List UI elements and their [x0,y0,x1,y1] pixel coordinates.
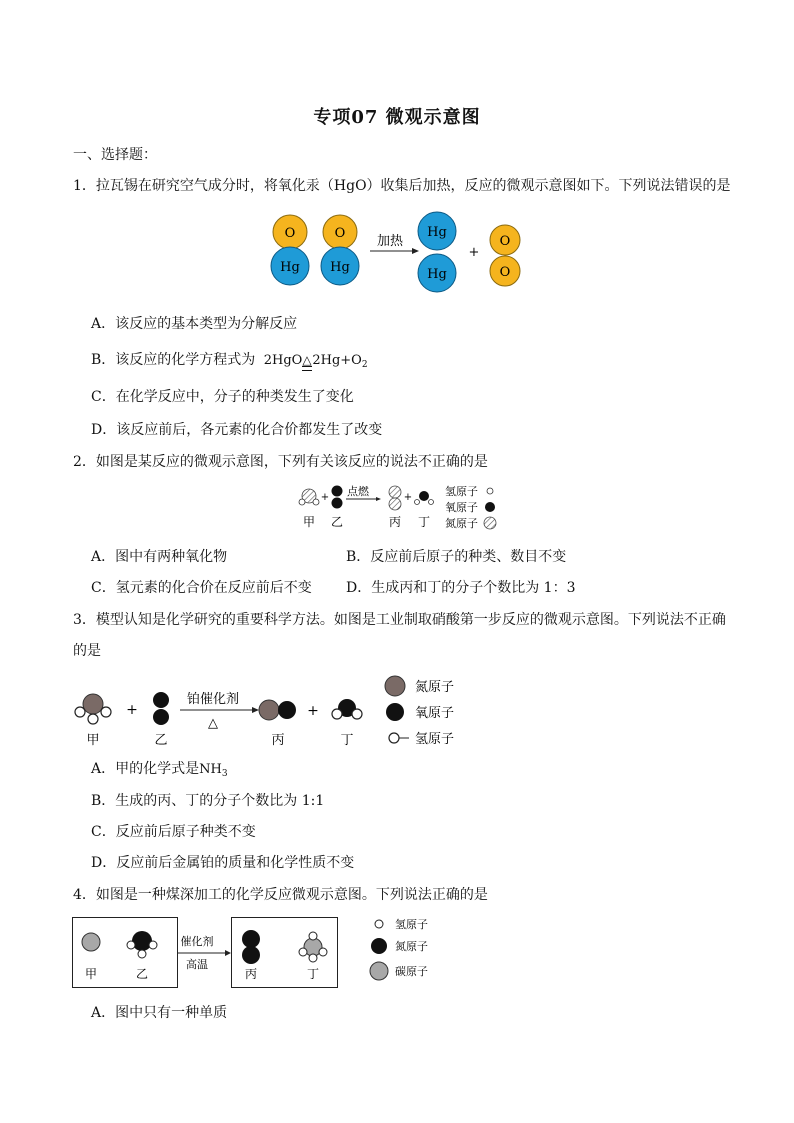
q2-condition: 点燃 [347,485,369,498]
q2-label-ding: 丁 [417,515,431,529]
q3-legend-o: 氧原子 [415,706,455,721]
q1-equation [264,351,368,375]
q3-legend-n: 氮原子 [415,680,455,695]
q3-option-c[interactable]: C．反应前后原子种类不变 [91,824,256,840]
q3-label-bing: 丙 [271,733,285,748]
q1-option-b[interactable] [91,350,368,375]
q4-legend-c: 碳原子 [395,965,428,978]
q3-plus: + [126,702,138,718]
q3-option-a[interactable] [91,759,228,784]
q3-formula: NH [199,762,222,777]
q1-hg-label: Hg [427,267,447,282]
q3-plus: + [307,703,319,719]
q1-condition: 加热 [376,234,404,249]
q4-option-a[interactable]: A．图中只有一种单质 [91,1005,228,1021]
q2-stem: 2．如图是某反应的微观示意图，下列有关该反应的说法不正确的是 [73,454,488,470]
q3-stem-line1: 3．模型认知是化学研究的重要科学方法。如图是工业制取硝酸第一步反应的微观示意图。下列说法不正确 [73,612,726,628]
q2-option-b[interactable]: B．反应前后原子的种类、数目不变 [346,549,567,565]
q3-label-jia: 甲 [86,733,100,748]
q1-plus: + [468,245,480,260]
q4-condition-catalyst: 催化剂 [180,935,214,948]
q4-reaction-diagram [72,914,442,990]
q1-hg-atoms [418,212,456,292]
q4-legend-n: 氮原子 [395,940,428,953]
q1-option-b-text: B．该反应的化学方程式为 [91,352,256,368]
q2-label-bing: 丙 [388,515,402,529]
q1-equation-lhs: 2HgO [263,353,303,368]
q1-hg-label: Hg [280,260,300,275]
q2-legend-h: 氢原子 [445,485,478,498]
q1-o-label: O [499,234,511,249]
q1-o-label: O [284,226,296,241]
section-heading: 一、选择题： [73,147,157,163]
q1-option-d[interactable]: D．该反应前后，各元素的化合价都发生了改变 [91,422,383,438]
q1-hg-label: Hg [330,260,350,275]
q4-label-jia: 甲 [84,967,98,981]
q4-label-bing: 丙 [244,967,258,981]
q2-option-a[interactable]: A．图中有两种氧化物 [91,549,228,565]
q4-stem: 4．如图是一种煤深加工的化学反应微观示意图。下列说法正确的是 [73,887,488,903]
q3-option-d[interactable]: D．反应前后金属铂的质量和化学性质不变 [91,855,355,871]
q2-legend-n: 氮原子 [445,517,478,530]
q1-option-c[interactable]: C．在化学反应中，分子的种类发生了变化 [91,389,354,405]
q1-option-a[interactable]: A．该反应的基本类型为分解反应 [91,316,298,332]
q3-option-b[interactable]: B．生成的丙、丁的分子个数比为 1:1 [91,793,325,809]
q4-label-yi: 乙 [135,967,149,981]
q1-equation-subscript: 2 [361,360,368,370]
q1-o-label: O [499,265,511,280]
q2-plus: + [403,492,413,503]
q1-o2-molecule [490,225,520,286]
q1-stem: 1．拉瓦锡在研究空气成分时，将氧化汞（HgO）收集后加热，反应的微观示意图如下。下列说法错误的是 [73,178,731,194]
q2-label-yi: 乙 [330,515,344,529]
q1-o-label: O [334,226,346,241]
q1-hgo-molecule-2 [321,215,359,285]
q1-hgo-molecule-1 [271,215,309,285]
q2-reaction-diagram [294,482,504,534]
q3-condition: 铂催化剂 [186,692,240,707]
q3-option-a-text: A．甲的化学式是 [91,761,200,777]
q4-condition-temp: 高温 [186,958,208,971]
q2-label-jia: 甲 [302,515,316,529]
page-title: 专项07 微观示意图 [313,107,481,128]
q3-formula-subscript: 3 [221,769,228,779]
q1-arrow-head [412,248,419,254]
q3-stem-line2: 的是 [73,643,101,659]
q1-equation-condition: △ [302,353,312,367]
q4-label-ding: 丁 [306,967,320,981]
q2-plus: + [320,492,330,503]
q3-condition-heat: △ [208,716,218,731]
q3-label-ding: 丁 [340,733,354,748]
q2-legend-o: 氧原子 [445,501,478,514]
q2-option-c[interactable]: C．氢元素的化合价在反应前后不变 [91,580,312,596]
q3-legend-h: 氢原子 [415,732,455,747]
q2-option-d[interactable]: D．生成丙和丁的分子个数比为 1：3 [346,580,576,596]
q3-reaction-diagram [70,672,470,752]
q1-hg-label: Hg [427,225,447,240]
q1-equation-rhs: 2Hg+O [312,353,362,368]
q3-label-yi: 乙 [154,733,168,748]
q1-reaction-diagram [262,210,542,302]
q4-legend-h: 氢原子 [395,918,428,931]
